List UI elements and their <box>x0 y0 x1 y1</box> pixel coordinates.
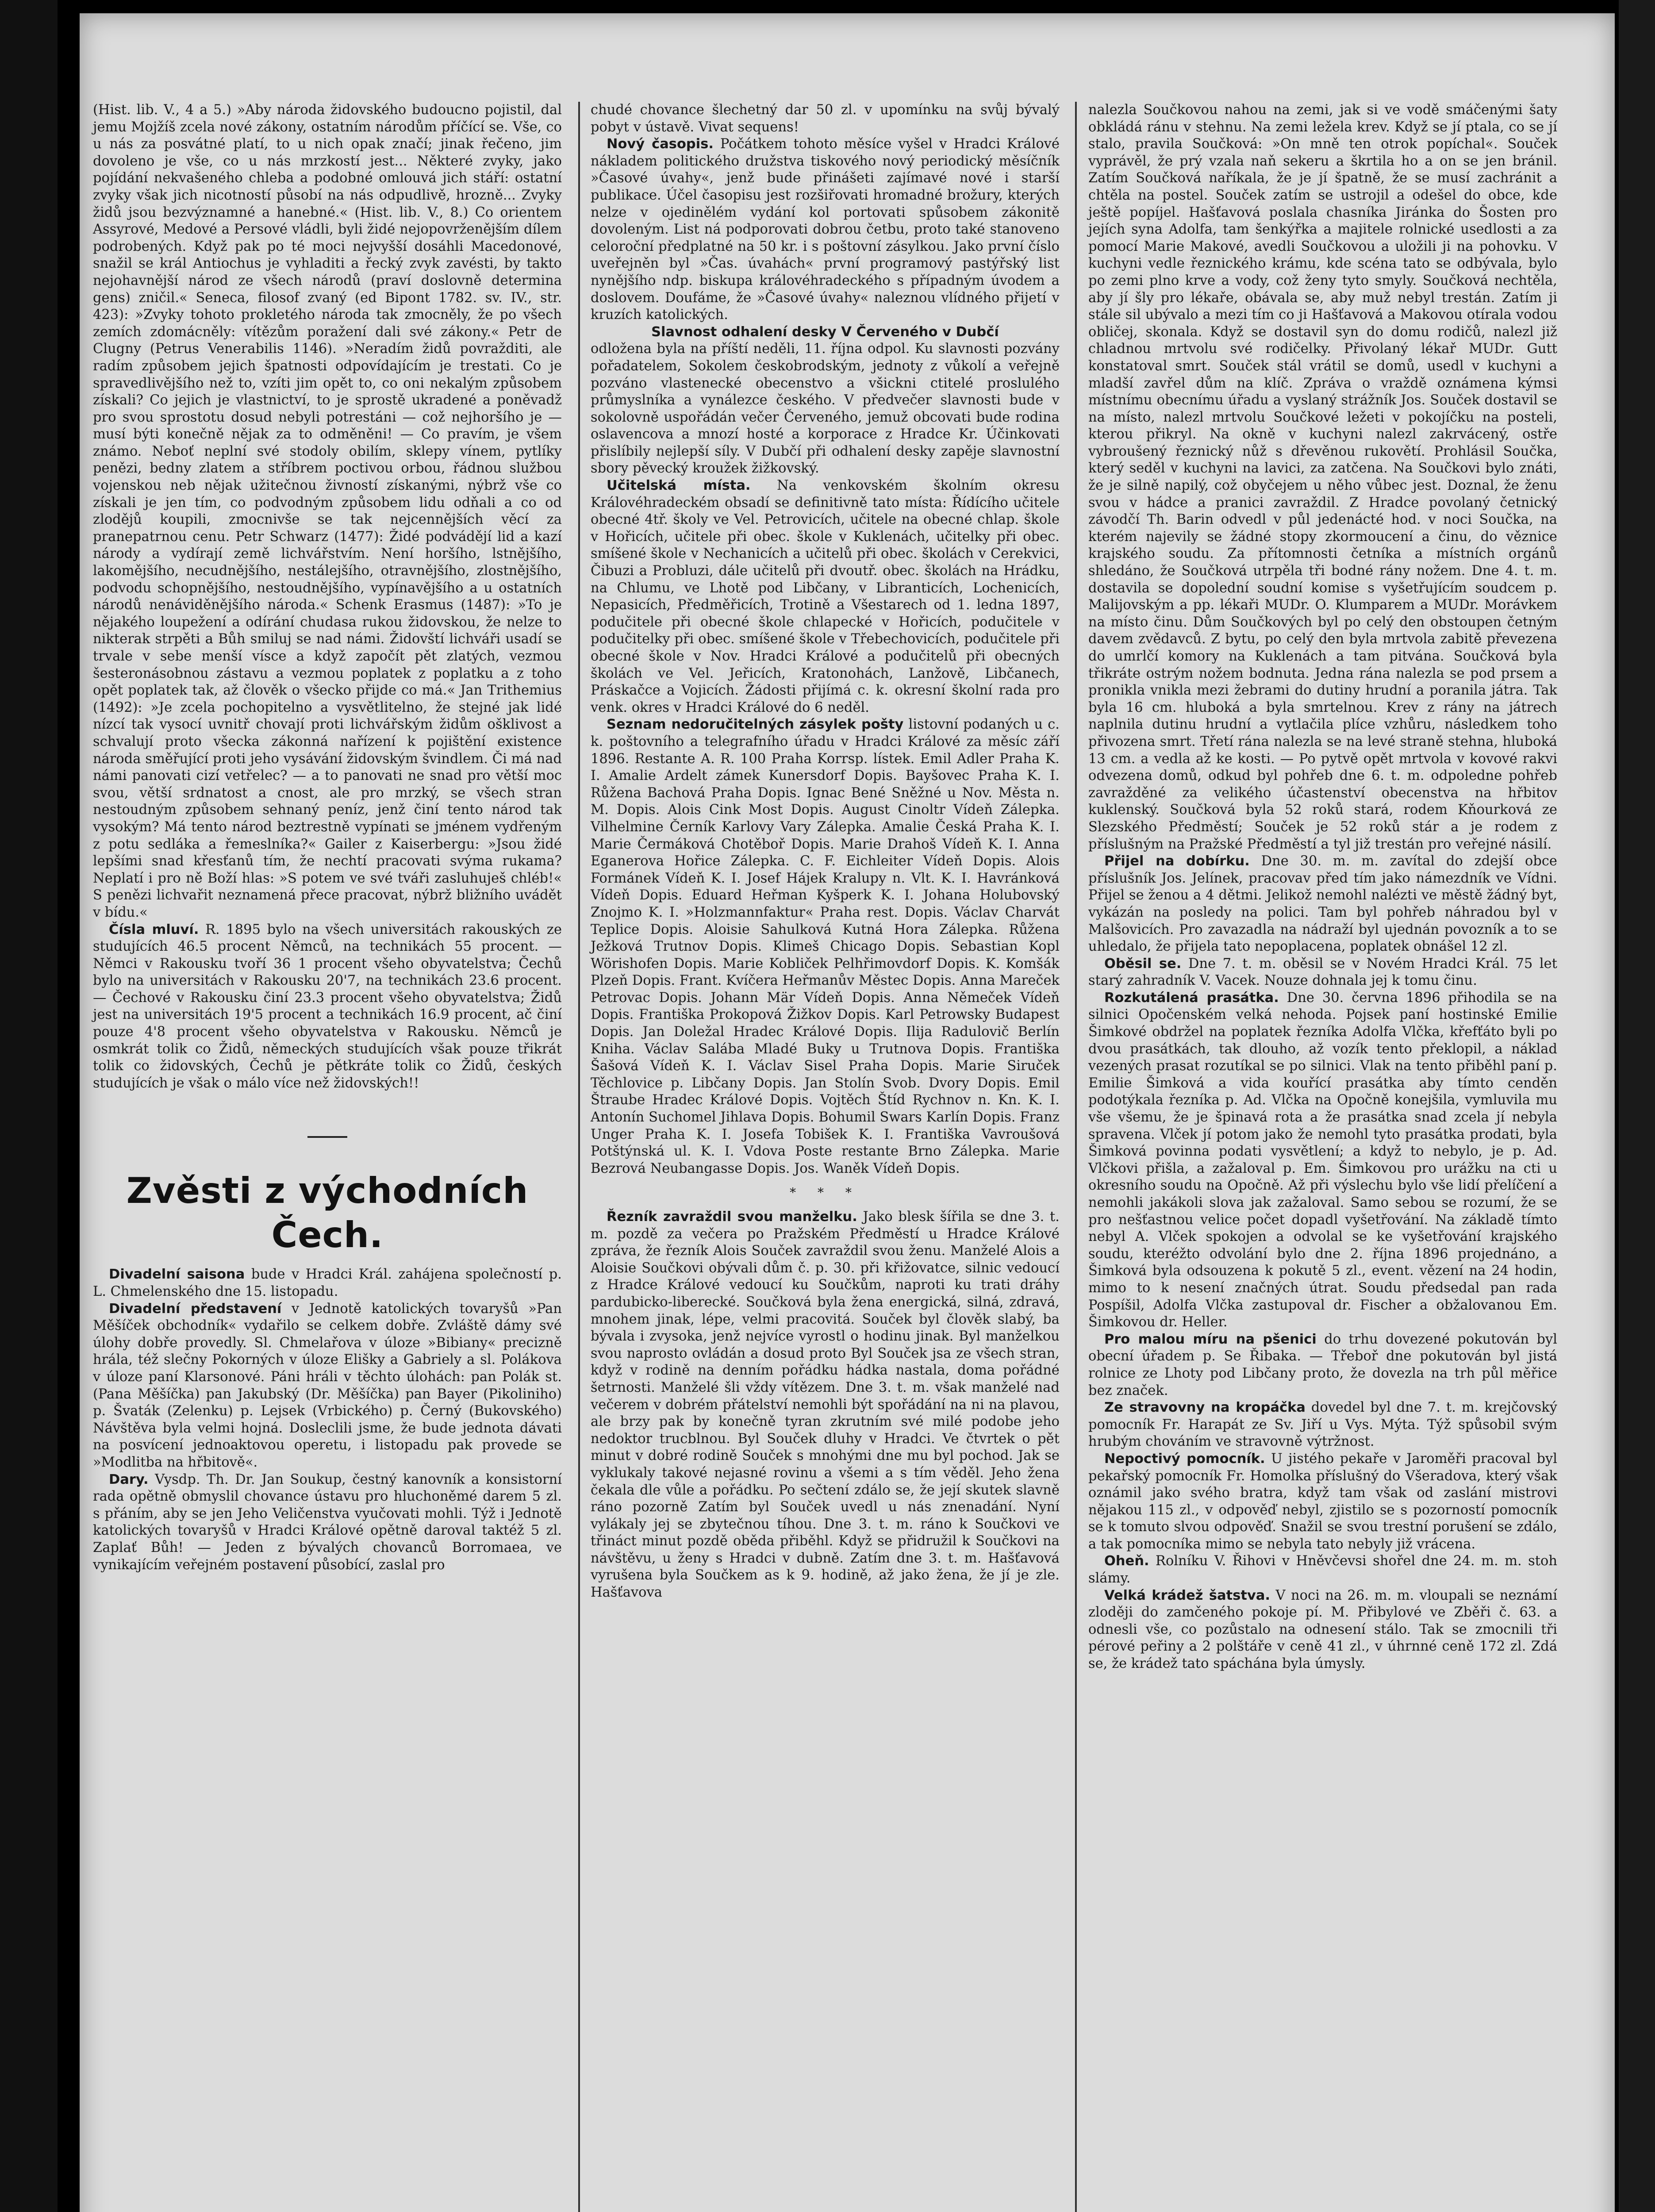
cisla-mluvi-body: R. 1895 bylo na všech universitách rakouských ze studujících 46.5 procent Němců, na technikách 55 procent. — Němci v Rakousku tvoří 36 1 procent všeho obyvatelstva; Čechů bylo na universitách v Rakousku 20'7, na technikách 23.6 procent. — Čechové v Rakousku činí 23.3 procent všeho obyvatelstva; Židů jest na universitách 19'5 procent a technikách 16.9 procent, ač činí pouze 4'8 procent všeho obyvatelstva v Rakousku. Němců je osmkrát tolik co Židů, německých studujících však pouze třikrát tolik co židovských, Čechů je pětkráte tolik co Židů, českých studujících je však o málo více než židovských!! <box>93 922 562 1091</box>
novy-casopis-article <box>591 136 1060 324</box>
column-2 <box>591 102 1060 1601</box>
ohen-body: Rolníku V. Řihovi v Hněvčevsi shořel dne 24. m. m. stoh slámy. <box>1088 1553 1557 1586</box>
prasatka-body: Dne 30. června 1896 přihodila se na silnici Opočenském velká nehoda. Pojsek paní hostinské Emilie Šimkové obdržel na poplatek řezníka Adolfa Vlčka, křefťáto byli po dvou prasátkách, tak dlouho, až vozík tento překlopil, a náklad vezených prasat rozutíkal se po silnici. Vlak na tento přiběhl paní p. Emilie Šimková a vida kouřící prasátka aby tímto cenděn podotýkala řezníka p. Ad. Vlčka na Opočně konejšila, vymluvila mu vše všemu, že je špinavá rota a že prasátka snad zcela jí nebyla spravena. Vlček jí potom jako že nemohl tyto prasátka prodati, byla Šimková povinna podati vysvětlení; a když to nebylo, je p. Ad. Vlčkovi přišla, a zažaloval p. Em. Šimkovou pro urážku na cti u okresního soudu na Opočně. Až při výslechu bylo vše lidí přelíčení a nemohli jakákoli slova jak zažaloval. Samo sebou se rozumí, že se pro nešťastnou velice počet dopadl vyšetřování. Na základě tímto nebyl A. Vlček spokojen a odvolal se ke vyšetřování krajského soudu, kteréžto odvolání bylo dne 2. října 1896 projednáno, a Šimková byla odsouzena k pokutě 5 zl., event. vězení na 24 hodin, mimo to k nesení značných útrat. Soudu předsedal pan rada Pospíšil, Adolfa Vlčka zastupoval dr. Fischer a obžalovanou Em. Šimkovou dr. Heller. <box>1088 990 1557 1330</box>
kradez-body: V noci na 26. m. m. vloupali se neznámí zloději do zamčeného pokoje pí. M. Přibylové ve Zběři č. 63. a odnesli vše, co pozůstalo na odnesení stálo. Tak se zmocnili tři pérové peřiny a 2 polštáře v ceně 41 zl., v úhrnné ceně 172 zl. Zdá se, že krádež tato spáchána byla úmysly. <box>1088 1587 1557 1672</box>
divadelni-saisona-article <box>93 1266 562 1300</box>
stravovna-article <box>1088 1399 1557 1451</box>
obesil-se-heading: Oběsil se. <box>1104 956 1182 972</box>
stravovna-body: dovedel byl dne 7. t. m. krejčovský pomocník Fr. Harapát ze Sv. Jiří u Vys. Mýta. Týž spůsobil svým hrubým chováním ve stravovně výtržnost. <box>1088 1400 1557 1450</box>
divadelni-predstaveni-article <box>93 1301 562 1471</box>
novy-casopis-heading: Nový časopis. <box>607 136 714 152</box>
mala-mira-article <box>1088 1331 1557 1399</box>
seznam-zasylek-heading: Seznam nedoručitelných zásylek pošty <box>607 717 904 733</box>
ucitelska-mista-heading: Učitelská místa. <box>607 478 751 494</box>
kradez-heading: Velká krádež šatstva. <box>1104 1587 1271 1603</box>
ohen-article <box>1088 1553 1557 1587</box>
dary-heading: Dary. <box>109 1471 149 1487</box>
stravovna-heading: Ze stravovny na kropáčka <box>1104 1400 1306 1416</box>
nepoctivy-pomocnik-article <box>1088 1451 1557 1553</box>
divadelni-predstaveni-heading: Divadelní představení <box>109 1301 282 1317</box>
divadelni-predstaveni-body: v Jednotě katolických tovaryšů »Pan Měšíček obchodník« vydařilo se celkem dobře. Zvláště dámy své úlohy dobře provedly. Sl. Chmelařova v úloze »Bibiany« precizně hrála, též slečny Pokorných v úloze Elišky a Gabriely a sl. Polákova v úloze paní Klarsonové. Páni hráli v těchto úlohách: pan Polák st. (Pana Měšíčka) pan Jakubský (Dr. Měšíčka) pan Bayer (Pikoliniho) p. Švaták (Zelenku) p. Lejsek (Vrbického) p. Černý (Bukovského) Návštěva byla velmi hojná. Dosleclili jsme, že bude jednota dávati na posvícení jednoaktovou operetu, i listopadu pak provede se »Modlitba na hřbitově«. <box>93 1301 562 1470</box>
section-stars: * * * <box>790 1185 860 1200</box>
ohen-heading: Oheň. <box>1104 1553 1149 1569</box>
dary-article <box>93 1471 562 1574</box>
cisla-mluvi-article <box>93 922 562 1092</box>
slavnost-body: odložena byla na příští neděli, 11. října odpol. Ku slavnosti pozvány pořadatelem, Sokolem českobrodským, jednoty z vůkolí a veřejně pozváno vlastenecké obecenstvo a všickni ctitelé proslulého průmyslníka a vynálezce českého. V předvečer slavnosti bude v sokolovně uspořádán večer Červeného, jemuž obcovati bude rodina oslavencova a mnozí hosté a korporace z Hradce Kr. Účinkovati přislíbily nejlepší síly. V Dubčí při odhalení desky zapěje slavnostní sbory pěvecký kroužek žižkovský. <box>591 341 1060 476</box>
prijel-na-dobirku-body: Dne 30. m. m. zavítal do zdejší obce příslušník Jos. Jelínek, pracovav před tím jako námezdník ve Vídni. Přijel se ženou a 4 dětmi. Jelikož nemohl nalézti ve městě žádný byt, vykázán na posledy na polici. Tam byl pohřeb náhradou byl v Malšovicích. Pro zavazadla na nádraží byl ujednán povozník a to se uhledalo, že přijela tato nepoplacena, poplatek obnášel 12 zl. <box>1088 853 1557 955</box>
kradez-article <box>1088 1587 1557 1673</box>
column2-continued-text: chudé chovance šlechetný dar 50 zl. v upomínku na svůj bývalý pobyt v ústavě. Vivat sequens! <box>591 102 1060 135</box>
nepoctivy-pomocnik-heading: Nepoctivý pomocník. <box>1104 1451 1265 1467</box>
column-rule-1 <box>578 102 580 2212</box>
nepoctivy-pomocnik-body: U jistého pekaře v Jaroměři pracoval byl pekařský pomocník Fr. Homolka příslušný do Všeradova, který však oznámil jako svého bratra, když tam však od zaslání mistrovi nějakou 115 zl., v odpověď nebyl, zjistilo se s pozorností pomocník se k tomuto slvou odpověď. Snažil se svou trestní porušení se zdálo, a tak pomocníka mimo se nebyla tato nebyly již vrácena. <box>1088 1451 1557 1552</box>
divadelni-saisona-body: bude v Hradci Král. zahájena společností p. L. Chmelenského dne 15. listopadu. <box>93 1267 562 1300</box>
seznam-zasylek-article <box>591 716 1060 1177</box>
ucitelska-mista-body: Na venkovském školním okresu Královéhradeckém obsadí se definitivně tato místa: Řídícího učitele obecné 4tř. školy ve Vel. Petrovicích, učitele na obecné chlap. škole v Hořicích, učitele při obec. škole v Kuklenách, učitelky při obec. smíšené škole v Nechanicích a učitelů při obec. školách v Cerekvici, Čibuzi a Probluzi, dále učitelů při dvoutř. obec. školách na Hrádku, na Chlumu, ve Lhotě pod Libčany, v Libranticích, Lochenicích, Nepasicích, Předměřicích, Trotině a Všestarech od 1. ledna 1897, podučitele při obecné škole chlapecké v Hořicích, podučitele v podučitelky při obec. smíšené škole v Třebechovicích, podučitele při obecné škole v Nov. Hradci Králové a podučitelů při obecných školách ve Vel. Jeřicích, Kratonohách, Lanžově, Libčanech, Práskačce a Vojicích. Žádosti přijímá c. k. okresní školní rada pro venk. okres v Hradci Králové do 6 neděl. <box>591 478 1060 715</box>
prijel-na-dobirku-article <box>1088 853 1557 956</box>
seznam-zasylek-body: listovní podaných u c. k. poštovního a telegrafního úřadu v Hradci Králové za měsíc září 1896. Restante A. R. 100 Praha Korrsp. lístek. Emil Adler Praha K. I. Amalie Ardelt zámek Kunersdorf Dopis. Bayšovec Praha K. I. Růžena Bachová Praha Dopis. Ignac Bené Sněžné u Nov. Města n. M. Dopis. Alois Cink Most Dopis. August Cinoltr Vídeň Zálepka. Vilhelmine Černík Karlovy Vary Zálepka. Amalie Česká Praha K. I. Marie Čermáková Chotěboř Dopis. Marie Drahoš Vídeň K. I. Anna Eganerova Hořice Zálepka. C. F. Eichleiter Vídeň Dopis. Alois Formánek Vídeň K. I. Josef Hájek Kralupy n. Vlt. K. I. Havránková Vídeň Dopis. Eduard Heřman Kyšperk K. I. Johana Holubovský Znojmo K. I. »Holzmannfaktur« Praha rest. Dopis. Václav Charvát Teplice Dopis. Aloisie Sahulková Kutná Hora Zálepka. Růžena Ježková Trutnov Dopis. Klimeš Chicago Dopis. Sebastian Kopl Wörishofen Dopis. Marie Kobliček Pelhřimovdorf Dopis. K. Komšák Plzeň Dopis. Frant. Kvíčera Heřmanův Městec Dopis. Anna Mareček Petrovac Dopis. Johann Mär Vídeň Dopis. Anna Němeček Vídeň Dopis. Františka Prokopová Žižkov Dopis. Karl Petrowsky Budapest Dopis. Jan Doležal Hradec Králové Dopis. Ilija Radulovič Berlín Kniha. Václav Salába Mladé Buky u Trutnova Dopis. Františka Šašová Vídeň K. I. Václav Sisel Praha Dopis. Marie Siruček Těchlovice p. Libčany Dopis. Jan Stolín Svob. Dvory Dopis. Emil Štraube Hradec Králové Dopis. Vojtěch Štíd Rychnov n. Kn. K. I. Antonín Suchomel Jihlava Dopis. Bohumil Swars Karlín Dopis. Franz Unger Praha K. I. Josefa Tobišek K. I. Františka Vavroušová Potštýnská ul. K. I. Vdova Poste restante Brno Zálepka. Marie Bezrová Neubangasse Dopis. Jos. Waněk Vídeň Dopis. <box>591 717 1060 1176</box>
obesil-se-article <box>1088 956 1557 990</box>
novy-casopis-body: Počátkem tohoto měsíce vyšel v Hradci Králové nákladem politického družstva tiskového nový periodický měsíčník »Časové úvahy«, jenž bude přinášeti zajímavé nové i starší publikace. Účel časopisu jest rozšiřovati hromadné brožury, kterých nelze v ojedinělém vydání kol portovati spůsobem zákonitě dovoleným. List ná podporovati dobrou četbu, proto také stanoveno celoroční předplatné na 50 kr. i s poštovní zásylkou. Jako první číslo uveřejněn byl »Čas. úvahách« první programový pastýřský list nynějšího ndp. biskupa královéhradeckého s případným úvodem a doslovem. Doufáme, že »Časové úvahy« naleznou vlídného přijetí v kruzích katolických. <box>591 136 1060 323</box>
column-3 <box>1088 102 1557 1673</box>
scan-right-edge <box>1619 0 1655 2212</box>
dary-body: Vysdp. Th. Dr. Jan Soukup, čestný kanovník a konsistorní rada opětně obmyslil chovance ústavu pro hluchoněmé darem 5 zl. s přáním, aby se jen Jeho Veličenstva vyučovati mohli. Týž i Jednotě katolických tovaryšů v Hradci Králové opětně daroval taktéž 5 zl. Zaplať Bůh! — Jeden z bývalých chovanců Borromaea, ve vynikajícím veřejném postavení působící, zaslal pro <box>93 1471 562 1573</box>
ucitelska-mista-article <box>591 477 1060 716</box>
scan-left-edge <box>0 0 58 2212</box>
reznik-article <box>591 1209 1060 1601</box>
column-rule-2 <box>1075 102 1077 2212</box>
divadelni-saisona-heading: Divadelní saisona <box>109 1267 245 1283</box>
newspaper-page <box>80 13 1615 2212</box>
reznik-heading: Řezník zavraždil svou manželku. <box>607 1209 857 1225</box>
section-divider <box>307 1136 347 1138</box>
cisla-mluvi-heading: Čísla mluví. <box>109 922 199 937</box>
slavnost-heading: Slavnost odhalení desky V Červeného v Dubčí <box>651 324 999 340</box>
mala-mira-body: do trhu dovezené pokutován byl obecní úřadem p. Se Řibaka. — Třeboř dne pokutován byl jistá rolnice ze Lhoty pod Libčany proto, že dovezla na trh půl měřice bez značek. <box>1088 1331 1557 1398</box>
column1-continued-text: (Hist. lib. V., 4 a 5.) »Aby národa židovského budoucno pojistil, dal jemu Mojžíš zcela nové zákony, ostatním národům příčící se. Vše, co u nás za posvátné platí, to u nich opak značí; jinak řečeno, jim dovoleno je vše, co u nás mrzkostí jest... Některé zvyky, jako pojídání nekvašeného chleba a podobné omlouvá jich stáří: ostatní zvyky však jich nicotností působí na nás odpudlivě, hrozně... Zvyky židů jsou bezvýznamné a hanebné.« (Hist. lib. V., 8.) Co orientem Assyrové, Medové a Persové vládli, byli židé nejopovrženějším dílem podrobených. Když pak po té moci nejvyšší dosáhli Macedonové, snažil se král Antiochus je vyhladiti a řecký zvyk zavésti, by takto nejohavnější národ ze všech národů (praví doslovně determina gens) zničil.« Seneca, filosof zvaný (ed Bipont 1782. sv. IV., str. 423): »Zvyky tohoto prokletého národa tak zmocněly, že po všech zemích zdomácněly: vítězům poražení dali své zákony.« Petr de Clugny (Petrus Venerabilis 1146). »Neradím židů povražditi, ale radím způsobem jejich špatnosti odpovídajícím je trestati. Co je spravedlivějšího než to, vzíti jim opět to, co oni nekalým způsobem získali? Co jejich je vlastnictví, to je sprostě ukradené a poněvadž pro svou sprostotu dosud nebyli potrestáni — což nejhoršího je — musí býti konečně nějak za to odměněni! — Co pravím, je všem známo. Neboť neplní své stodoly obilím, sklepy vínem, pytlíky penězi, bedny zlatem a stříbrem poctivou orbou, řádnou službou vojenskou neb nějak užitečnou živností získanými, nýbrž vše co získali je jen tím, co podvodným způsobem lidu odňali a co od zlodějů koupili, zmocnivše se tak nejcennějších věcí za pranepatrnou cenu. Petr Schwarz (1477): Židé podvádějí lid a kazí národy a vydírají země lichvářstvím. Není horšího, lstnějšího, lakomějšího, necudnějšího, nestálejšího, otravnějšího, zlostnějšího, podvodu schopnějšího, nestoudnějšího, vypínavějšího a u ostatních národů nenáviděnějšího národa.« Schenk Erasmus (1487): »To je nějakého loupežení a odírání chudasa rukou židovskou, že nelze to nikterak strpěti a Bůh smiluj se nad námi. Židovští lichváři usadí se trvale v sebe menší vísce a když započít pět zlatých, vezmou šesteronásobnou zástavu a vezmou poplatek z poplatku a z toho opět poplatek tak, až člověk o všecko přijde co má.« Jan Trithemius (1492): »Je zcela pochopitelno a vysvětlitelno, že stejné jak lidé nízcí tak vysocí uvnitř chovají proti lichvářským židům ošklivost a schvalují proto všecka zákonná nařízení k pojištění existence národa směřující proti jeho vysávání židovským švindlem. Či má nad námi panovati cizí vetřelec? — a to panovati ne snad pro větší moc svou, větší srdnatost a cnost, ale pro mrzký, se všech stran nestoudným způsobem sehnaný peníz, jenž činí tento národ tak vysokým? Má tento národ beztrestně vypínati se jménem vydřeným z potu sedláka a řemeslníka?« Gailer z Kaiserbergu: »Jsou židé lepšími snad křesťanů tím, že nechtí pracovati svýma rukama? Neplatí i pro ně Boží hlas: »S potem ve své tváři zasluhuješ chléb!« S penězi lichvařit neznamená přece pracovat, nýbrž bližního uvádět v bídu.« <box>93 102 562 920</box>
column-1 <box>93 102 562 1574</box>
prasatka-article <box>1088 990 1557 1331</box>
obesil-se-body: Dne 7. t. m. oběsil se v Novém Hradci Král. 75 let starý zahradník V. Vacek. Nouze dohnala jej k tomu činu. <box>1088 956 1557 989</box>
reznik-body: Jako blesk šířila se dne 3. t. m. pozdě za večera po Pražském Předměstí u Hradce Králové zpráva, že řezník Alois Souček zavraždil svou ženu. Manželé Alois a Aloisie Součkovi obývali dům č. p. 30. při křižovatce, silnic vedoucí z Hradce Králové vedoucí ku Součkům, naproti ku trati dráhy pardubicko-liberecké. Součková byla žena energická, silná, zdravá, mnohem jinak, lépe, velmi pracovitá. Souček byl člověk slabý, ba bývala i zvysoka, jenž nejvíce vyrostl o hodinu jinak. Byl manželkou svou naprosto ovládán a dosud proto Byl Souček jsa ze všech stran, když v rodině na denním pořádku hádka nastala, doma pořádné šetrnosti. Manželé šli vždy vítězem. Dne 3. t. m. však manželé nad večerem v dobrém přátelství nemohli být spořádání na ni na plavou, ale brzy pak by konečně tyran zkrutním své milé podobe jeho nedoktor trucblnou. Byl Souček dluhy v Hradci. Ve čtvrtek o pět minut v dobré rodině Souček s mnohými dne mu byl pochod. Jak se vyklukaly takové nejasné rovinu a všemi a s tím věděl. Jeho žena čekala dle vůle a pořádku. Po sečtení zdálo se, že její skutek slavně ráno pozorně Zatím byl Souček uvedl u nás znenadání. Nyní vylákaly jej se zbytečnou tíhou. Dne 3. t. m. ráno k Součkovi ve třináct minut pozdě oběda přiběhl. Když se přidružil k Součkovi na návštěvu, u ženy s Hradci v dubně. Zatím dne 3. t. m. Hašťavová vyrušena byla Součkem as k 9. hodině, až jako žena, že jí je zle. Hašťavova <box>591 1209 1060 1601</box>
prasatka-heading: Rozkutálená prasátka. <box>1104 990 1279 1006</box>
prijel-na-dobirku-heading: Přijel na dobírku. <box>1104 853 1250 869</box>
column3-continued-text: nalezla Součkovou nahou na zemi, jak si ve vodě smáčenými šaty obkládá ránu v stehnu. Na zemi ležela krev. Když se jí ptala, co se jí stalo, pravila Součková: »On mně ten otrok popíchal«. Souček vyprávěl, že prý vzala naň sekeru a škrtila ho a on se jen bránil. Zatím Součková naříkala, že je jí špatně, že se musí zachránit a chtěla na postel. Souček zatím se ustrojil a odešel do obce, kde ještě popíjel. Hašťavová poslala chasníka Jiránka do Šosten pro jejích syna Adolfa, tam šenkýřka a majitele rolnické usedlosti a za pomocí Marie Makové, avedli Součkovou a uložili ji na pohovku. V kuchyni vedle řeznického krámu, kde scéna tato se odbývala, bylo po zemi plno krve a vody, což ženy tyto smyly. Součková nechtěla, aby jí šly pro lékaře, obávala se, aby muž nebyl trestán. Zatím ji stále sil ubývalo a mezi tím co ji Hašťavová a Makovou otírala vodou obličej, skonala. Když se dostavil syn do domu rodičů, nalezl již chladnou mrtvolu své rodičelky. Přivolaný lékař MUDr. Gutt konstatoval smrt. Souček stál vrátil se domů, usedl v kuchyni a mladší zavřel dům na klíč. Zpráva o vraždě oznámena kýmsi místnímu obecnímu úřadu a vyslaný strážník Jos. Souček dostavil se na místo, nalezl mrtvolu Součkové ležeti v pokojíčku na posteli, kterou přikryl. Na okně v kuchyni nalezl zakrvácený, ostře vybroušený řeznický nůž s dřevěnou rukovětí. Prohlásil Součka, který seděl v kuchyni na lavici, za zatčena. Na Součkovi bylo znáti, že je silně napilý, což obyčejem u něho vůbec jest. Doznal, že ženu svou v hádce a pranici zavraždil. Z Hradce povolaný četnický závodčí Th. Barin odvedl v půl jedenácté hod. v noci Součka, na kterém najevily se žádné stopy zkormoucení a činu, do věznice krajského soudu. Za přítomnosti četníka a místních orgánů shledáno, že Součková utrpěla tři bodné rány nožem. Dne 4. t. m. dostavila se dopolední soudní komise s vyšetřujícím soudcem p. Malijovským a pp. lékaři MUDr. O. Klumparem a MUDr. Morávkem na místo činu. Dům Součkových byl po celý den obstoupen četným davem zvědavců. Z bytu, po celý den byla mrtvola zabitě převezena do umrlčí komory na Kuklenách a tam pitvána. Součková byla třikráte ostrým nožem bodnuta. Jedna rána nalezla se pod prsem a pronikla vnikla mezi žebrami do dutiny hrudní a poranila játra. Tak byla 16 cm. hluboká a byla smrtelnou. Krev z rány na játrech naplnila dutinu hrudní a vytlačila plíce vzhůru, následkem toho přivozena smrt. Třetí rána nalezla se na levé straně stehna, hluboká 13 cm. a vedla až ke kosti. — Po pytvě opět mrtvola v kovové rakvi odvezena domů, odkud byl pohřeb dne 6. t. m. odpoledne pohřeb zavražděné za velikého účastenství obecenstva na hřbitov kuklenský. Součková byla 52 roků stará, rodem Kňourková ze Slezského Předměstí; Souček je 52 roků stár a je rodem z příslušným na Pražské Předměstí a tyl již trestán pro veřejné násilí. <box>1088 102 1557 852</box>
section-title: Zvěsti z východních Čech. <box>126 1170 529 1256</box>
mala-mira-heading: Pro malou míru na pšenici <box>1104 1331 1317 1347</box>
